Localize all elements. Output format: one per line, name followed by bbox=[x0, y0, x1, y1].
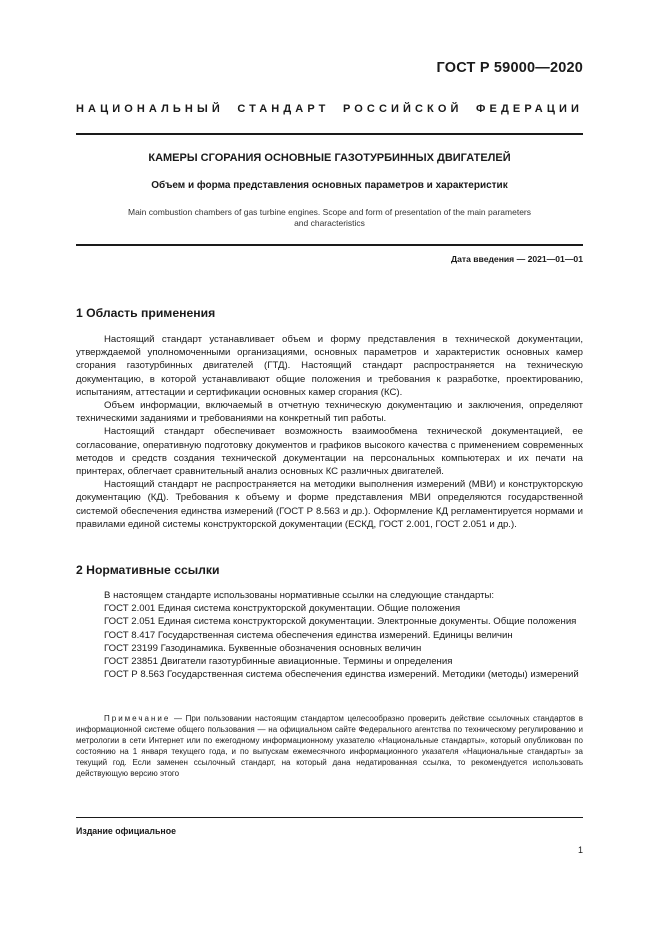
reference-item: ГОСТ Р 8.563 Государственная система обеспечения единства измерений. Методики (методы) измерений bbox=[104, 669, 579, 681]
section-1-paragraph: Объем информации, включаемый в отчетную техническую документацию и заключения, определяют техническими заданиями и требованиями на конкретный тип работы. bbox=[76, 400, 583, 425]
reference-item: ГОСТ 2.051 Единая система конструкторской документации. Электронные документы. Общие положения bbox=[104, 616, 577, 628]
section-2-body bbox=[76, 589, 583, 681]
english-title bbox=[76, 207, 583, 229]
reference-item: ГОСТ 2.001 Единая система конструкторской документации. Общие положения bbox=[104, 603, 461, 615]
section-1-paragraph: Настоящий стандарт обеспечивает возможность взаимообмена технической документацией, ее согласование, оперативную подготовку документов и графиков высокого качества с применением современных методов и средств создания технической документации на персональных компьютерах и их печати на принтерах, облегчает сравнительный анализ основных КС различных двигателей. bbox=[76, 426, 583, 478]
section-1-heading: 1 Область применения bbox=[76, 306, 216, 320]
reference-item: ГОСТ 23851 Двигатели газотурбинные авиационные. Термины и определения bbox=[104, 656, 453, 668]
introduction-date: Дата введения — 2021—01—01 bbox=[450, 254, 583, 264]
top-divider bbox=[76, 133, 583, 135]
english-title-line-1: Main combustion chambers of gas turbine engines. Scope and form of presentation of the main parameters bbox=[127, 207, 532, 217]
section-1-body bbox=[76, 333, 583, 531]
title-divider bbox=[76, 244, 583, 246]
official-edition-label: Издание официальное bbox=[76, 826, 176, 836]
section-2-heading: 2 Нормативные ссылки bbox=[76, 563, 220, 577]
section-2-lead: В настоящем стандарте использованы нормативные ссылки на следующие стандарты: bbox=[104, 590, 495, 601]
document-title: КАМЕРЫ СГОРАНИЯ ОСНОВНЫЕ ГАЗОТУРБИННЫХ ДВИГАТЕЛЕЙ bbox=[148, 152, 511, 164]
english-title-line-2: and characteristics bbox=[294, 218, 365, 228]
reference-item: ГОСТ 23199 Газодинамика. Буквенные обозначения основных величин bbox=[104, 642, 422, 654]
section-1-paragraph: Настоящий стандарт не распространяется на методики выполнения измерений (МВИ) и конструкторскую документацию (КД). Требования к объему и форме представления МВИ определяются государственной системой обеспечения единства измерений (ГОСТ Р 8.563 и др.). Оформление КД регламентируется нормами и правилами единой системы конструкторской документации (ЕСКД, ГОСТ 2.001, ГОСТ 2.051 и др.). bbox=[76, 479, 583, 530]
footer-divider bbox=[76, 817, 583, 818]
page-number: 1 bbox=[577, 845, 583, 855]
section-1-paragraph: Настоящий стандарт устанавливает объем и форму представления в технической документации, утверждаемой уполномоченными организациями, основных параметров и характеристик основных камер сгорания газотурбинных двигателей (ГТД). Настоящий стандарт распространяется на техническую документацию, в которой устанавливают общие положения и требования к разработке, проектированию, испытаниям, аттестации и сертификации основных камер сгорания (КС). bbox=[76, 334, 583, 398]
document-subtitle: Объем и форма представления основных параметров и характеристик bbox=[151, 180, 508, 191]
note-text: — При пользовании настоящим стандартом целесообразно проверить действие ссылочных стандартов в информационной системе общего пользования — на официальном сайте Федерального агентства по техническому регулированию и метрологии в сети Интернет или по ежегодному информационному указателю «Национальные стандарты», который опубликован по состоянию на 1 января текущего года, и по выпускам ежемесячного информационного указателя «Национальные стандарты» за текущий год. Если заменен ссылочный стандарт, на который дана недатированная ссылка, то рекомендуется использовать действующую версию этого bbox=[76, 714, 583, 778]
normative-note bbox=[76, 713, 583, 779]
reference-item: ГОСТ 8.417 Государственная система обеспечения единства измерений. Единицы величин bbox=[104, 629, 513, 641]
gost-number: ГОСТ Р 59000—2020 bbox=[436, 60, 583, 76]
national-standard-heading: НАЦИОНАЛЬНЫЙ СТАНДАРТ РОССИЙСКОЙ ФЕДЕРАЦИИ bbox=[76, 103, 583, 115]
note-label: Примечание bbox=[104, 714, 171, 723]
